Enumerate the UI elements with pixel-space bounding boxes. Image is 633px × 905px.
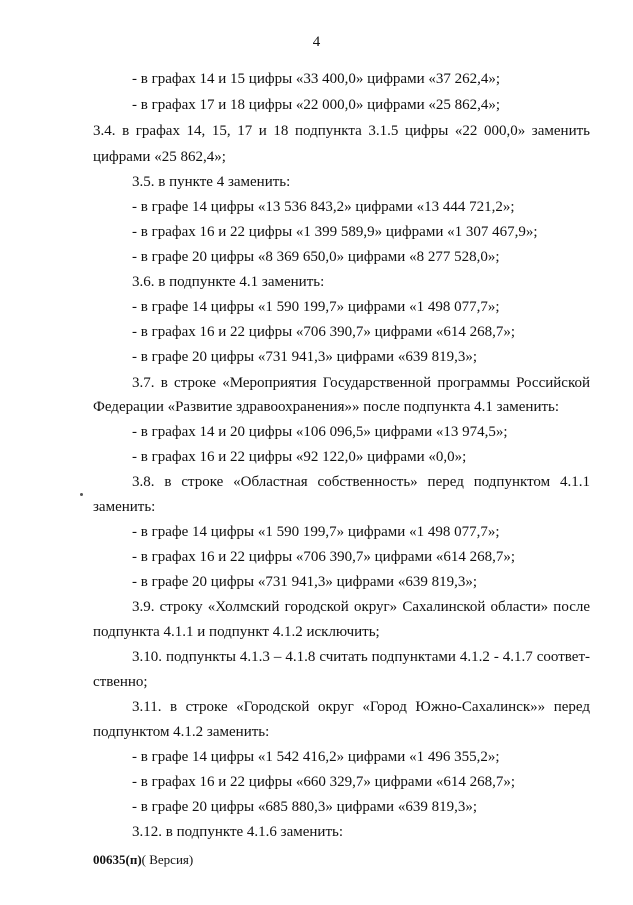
text-line: - в графе 14 цифры «1 590 199,7» цифрами «1 498 077,7»;	[132, 299, 500, 315]
text-line: Федерации «Развитие здравоохранения»» после подпункта 4.1 заменить:	[93, 399, 560, 415]
text-line: заменить:	[93, 499, 156, 515]
text-line: - в графах 16 и 22 цифры «706 390,7» цифрами «614 268,7»;	[132, 549, 516, 565]
text-line: - в графе 14 цифры «13 536 843,2» цифрами «13 444 721,2»;	[132, 199, 515, 215]
text-line: - в графах 16 и 22 цифры «1 399 589,9» цифрами «1 307 467,9»;	[132, 224, 538, 240]
text-line: - в графе 20 цифры «731 941,3» цифрами «639 819,3»;	[132, 574, 477, 590]
text-line: 3.10. подпункты 4.1.3 – 4.1.8 считать подпунктами 4.1.2 - 4.1.7 соответ-	[132, 649, 590, 665]
text-line: - в графе 20 цифры «731 941,3» цифрами «639 819,3»;	[132, 349, 477, 365]
text-line: 3.4. в графах 14, 15, 17 и 18 подпункта 3.1.5 цифры «22 000,0» заменить	[93, 123, 590, 139]
text-line: 3.5. в пункте 4 заменить:	[132, 174, 291, 190]
text-line: 3.6. в подпункте 4.1 заменить:	[132, 274, 325, 290]
text-line: - в графах 16 и 22 цифры «706 390,7» цифрами «614 268,7»;	[132, 324, 516, 340]
text-line: 3.8. в строке «Областная собственность» перед подпунктом 4.1.1	[132, 474, 590, 490]
text-line: 3.11. в строке «Городской округ «Город Южно-Сахалинск»» перед	[132, 699, 590, 715]
text-line: 3.9. строку «Холмский городской округ» Сахалинской области» после	[132, 599, 590, 615]
scan-mark	[80, 493, 83, 496]
text-line: - в графах 17 и 18 цифры «22 000,0» цифрами «25 862,4»;	[132, 97, 501, 113]
text-line: подпунктом 4.1.2 заменить:	[93, 724, 270, 740]
text-line: - в графе 20 цифры «685 880,3» цифрами «639 819,3»;	[132, 799, 477, 815]
document-footer	[93, 852, 193, 868]
text-line: - в графах 16 и 22 цифры «660 329,7» цифрами «614 268,7»;	[132, 774, 516, 790]
document-version: ( Версия)	[141, 852, 194, 867]
page-number: 4	[312, 34, 321, 50]
text-line: - в графе 14 цифры «1 542 416,2» цифрами «1 496 355,2»;	[132, 749, 500, 765]
text-line: - в графе 20 цифры «8 369 650,0» цифрами «8 277 528,0»;	[132, 249, 500, 265]
text-line: - в графах 14 и 15 цифры «33 400,0» цифрами «37 262,4»;	[132, 71, 501, 87]
text-line: цифрами «25 862,4»;	[93, 149, 226, 165]
text-line: 3.7. в строке «Мероприятия Государственной программы Российской	[132, 375, 590, 391]
text-line: - в графе 14 цифры «1 590 199,7» цифрами «1 498 077,7»;	[132, 524, 500, 540]
text-line: 3.12. в подпункте 4.1.6 заменить:	[132, 824, 344, 840]
text-line: подпункта 4.1.1 и подпункт 4.1.2 исключить;	[93, 624, 380, 640]
text-line: ственно;	[93, 674, 148, 690]
document-code: 00635(п)	[93, 852, 142, 867]
text-line: - в графах 16 и 22 цифры «92 122,0» цифрами «0,0»;	[132, 449, 467, 465]
text-line: - в графах 14 и 20 цифры «106 096,5» цифрами «13 974,5»;	[132, 424, 508, 440]
